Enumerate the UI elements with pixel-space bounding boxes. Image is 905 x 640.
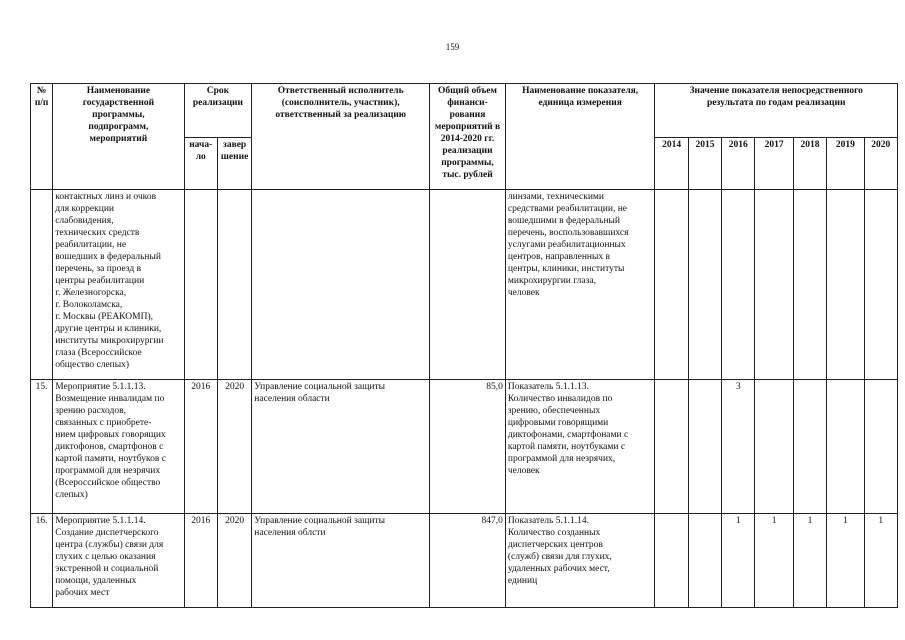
- header-year-2015: 2015: [688, 138, 721, 190]
- header-term-end: завер шение: [217, 138, 251, 190]
- row-value-2017: 1: [755, 514, 793, 608]
- header-indicator: Наименование показателя, единица измерения: [505, 84, 655, 190]
- row-volume: 85,0: [430, 380, 506, 514]
- row-value-2018: [793, 190, 826, 380]
- row-value-2016: 1: [722, 514, 755, 608]
- row-value-2014: [655, 514, 688, 608]
- row-num: 15.: [31, 380, 53, 514]
- row-value-2014: [655, 190, 688, 380]
- row-value-2015: [688, 514, 721, 608]
- row-num: [31, 190, 53, 380]
- row-volume: [430, 190, 506, 380]
- header-term-start: нача- ло: [184, 138, 217, 190]
- row-end: 2020: [217, 380, 251, 514]
- table-row: [31, 190, 898, 380]
- row-value-2018: 1: [793, 514, 826, 608]
- header-year-2014: 2014: [655, 138, 688, 190]
- row-value-2015: [688, 190, 721, 380]
- row-end: [217, 190, 251, 380]
- row-value-2017: [755, 190, 793, 380]
- row-value-2017: [755, 380, 793, 514]
- row-executor: Управление социальной защиты населения области: [252, 380, 430, 514]
- row-indicator: линзами, техническими средствами реабилитации, не вошедшими в федеральный перечень, воспользовавшихся услугами реабилитационных центров, направленных в центры, клиники, институты микрохирургии глаза, человек: [505, 190, 655, 380]
- row-start: 2016: [184, 514, 217, 608]
- row-start: [184, 190, 217, 380]
- header-year-2020: 2020: [864, 138, 897, 190]
- program-table: [30, 83, 898, 608]
- row-end: 2020: [217, 514, 251, 608]
- row-indicator: Показатель 5.1.1.13. Количество инвалидов по зрению, обеспеченных цифровыми говорящими диктофонами, смартфонами с картой памяти, ноутбуками с программой для незрячих, человек: [505, 380, 655, 514]
- header-row-1: [31, 84, 898, 138]
- row-name: контактных линз и очков для коррекции слабовидения, технических средств реабилитации, не вошедших в федеральный перечень, за проезд в центры реабилитации г. Железногорска, г. Волоколамска, г. Москвы (РЕАКОМП), другие центры и клиники, институты микрохирургии глаза (Всероссийское общество слепых): [53, 190, 184, 380]
- header-values-title: Значение показателя непосредственного результата по годам реализации: [655, 84, 898, 138]
- table-row: [31, 514, 898, 608]
- row-start: 2016: [184, 380, 217, 514]
- table-row: [31, 380, 898, 514]
- header-year-2017: 2017: [755, 138, 793, 190]
- row-name: Мероприятие 5.1.1.14. Создание диспетчерского центра (службы) связи для глухих с целью оказания экстренной и социальной помощи, удаленных рабочих мест: [53, 514, 184, 608]
- header-year-2019: 2019: [827, 138, 864, 190]
- header-year-2018: 2018: [793, 138, 826, 190]
- row-value-2015: [688, 380, 721, 514]
- header-executor: Ответственный исполнитель (соисполнитель, участник), ответственный за реализацию: [252, 84, 430, 190]
- row-value-2019: [827, 190, 864, 380]
- row-value-2018: [793, 380, 826, 514]
- row-executor: [252, 190, 430, 380]
- row-value-2019: 1: [827, 514, 864, 608]
- header-term: Срок реализации: [184, 84, 252, 138]
- row-volume: 847,0: [430, 514, 506, 608]
- header-name: Наименование государственной программы, подпрограмм, мероприятий: [53, 84, 184, 190]
- row-value-2019: [827, 380, 864, 514]
- row-executor: Управление социальной защиты населения облсти: [252, 514, 430, 608]
- row-value-2020: [864, 380, 897, 514]
- row-value-2014: [655, 380, 688, 514]
- row-value-2020: [864, 190, 897, 380]
- header-volume: Общий объем финанси- рования мероприятий в 2014-2020 гг. реализации программы, тыс. рублей: [430, 84, 506, 190]
- header-num: № п/п: [31, 84, 53, 190]
- row-name: Мероприятие 5.1.1.13. Возмещение инвалидам по зрению расходов, связанных с приобрете- нием цифровых говорящих диктофонов, смартфонов с картой памяти, ноутбуков с программой для незрячих (Всероссийское общество слепых): [53, 380, 184, 514]
- row-value-2016: [722, 190, 755, 380]
- row-indicator: Показатель 5.1.1.14. Количество созданных диспетчерских центров (служб) связи для глухих, удаленных рабочих мест, единиц: [505, 514, 655, 608]
- page-number: 159: [445, 42, 460, 52]
- header-year-2016: 2016: [722, 138, 755, 190]
- row-value-2016: 3: [722, 380, 755, 514]
- row-value-2020: 1: [864, 514, 897, 608]
- row-num: 16.: [31, 514, 53, 608]
